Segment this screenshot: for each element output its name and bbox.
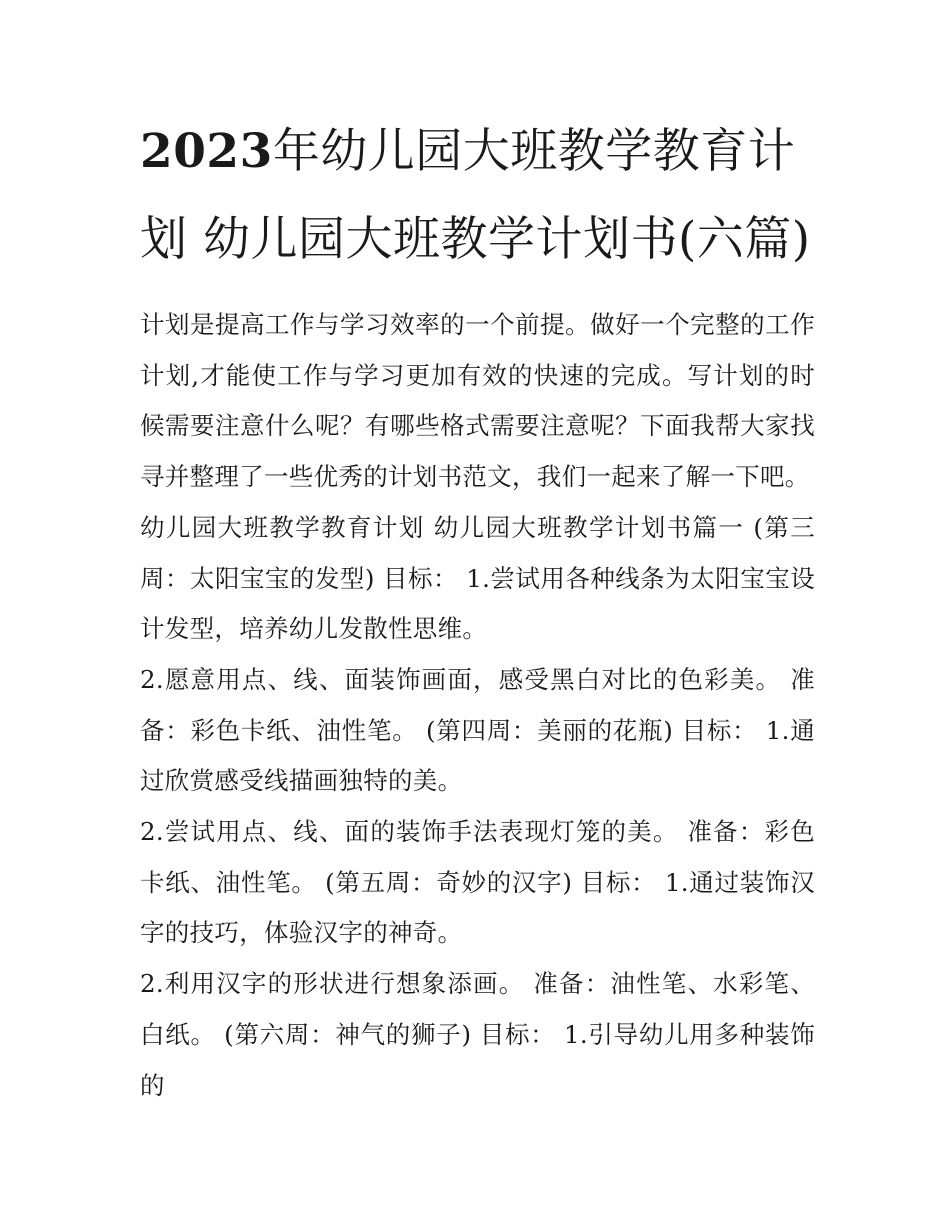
document-title-year: 2023 <box>140 124 273 179</box>
plan-week-four-paragraph: 2.愿意用点、线、面装饰画面，感受黑白对比的色彩美。 准备：彩色卡纸、油性笔。 (第四周：美丽的花瓶) 目标： 1.通过欣赏感受线描画独特的美。 <box>140 664 815 796</box>
document-title-text: 年幼儿园大班教学教育计划 幼儿园大班教学计划书(六篇) <box>140 124 811 267</box>
plan-week-three-paragraph: 幼儿园大班教学教育计划 幼儿园大班教学计划书篇一 (第三周：太阳宝宝的发型) 目标： 1.尝试用各种线条为太阳宝宝设计发型，培养幼儿发散性思维。 <box>140 512 815 644</box>
intro-paragraph: 计划是提高工作与学习效率的一个前提。做好一个完整的工作计划,才能使工作与学习更加有效的快速的完成。写计划的时候需要注意什么呢？有哪些格式需要注意呢？下面我帮大家找寻并整理了一些优秀的计划书范文，我们一起来了解一下吧。 <box>140 310 815 492</box>
plan-week-five-paragraph: 2.尝试用点、线、面的装饰手法表现灯笼的美。 准备：彩色卡纸、油性笔。 (第五周：奇妙的汉字) 目标： 1.通过装饰汉字的技巧，体验汉字的神奇。 <box>140 817 815 948</box>
document-page <box>140 108 815 1111</box>
document-body <box>140 300 815 1111</box>
document-title <box>140 108 815 284</box>
plan-week-six-paragraph: 2.利用汉字的形状进行想象添画。 准备：油性笔、水彩笔、白纸。 (第六周：神气的狮子) 目标： 1.引导幼儿用多种装饰的 <box>140 969 815 1100</box>
